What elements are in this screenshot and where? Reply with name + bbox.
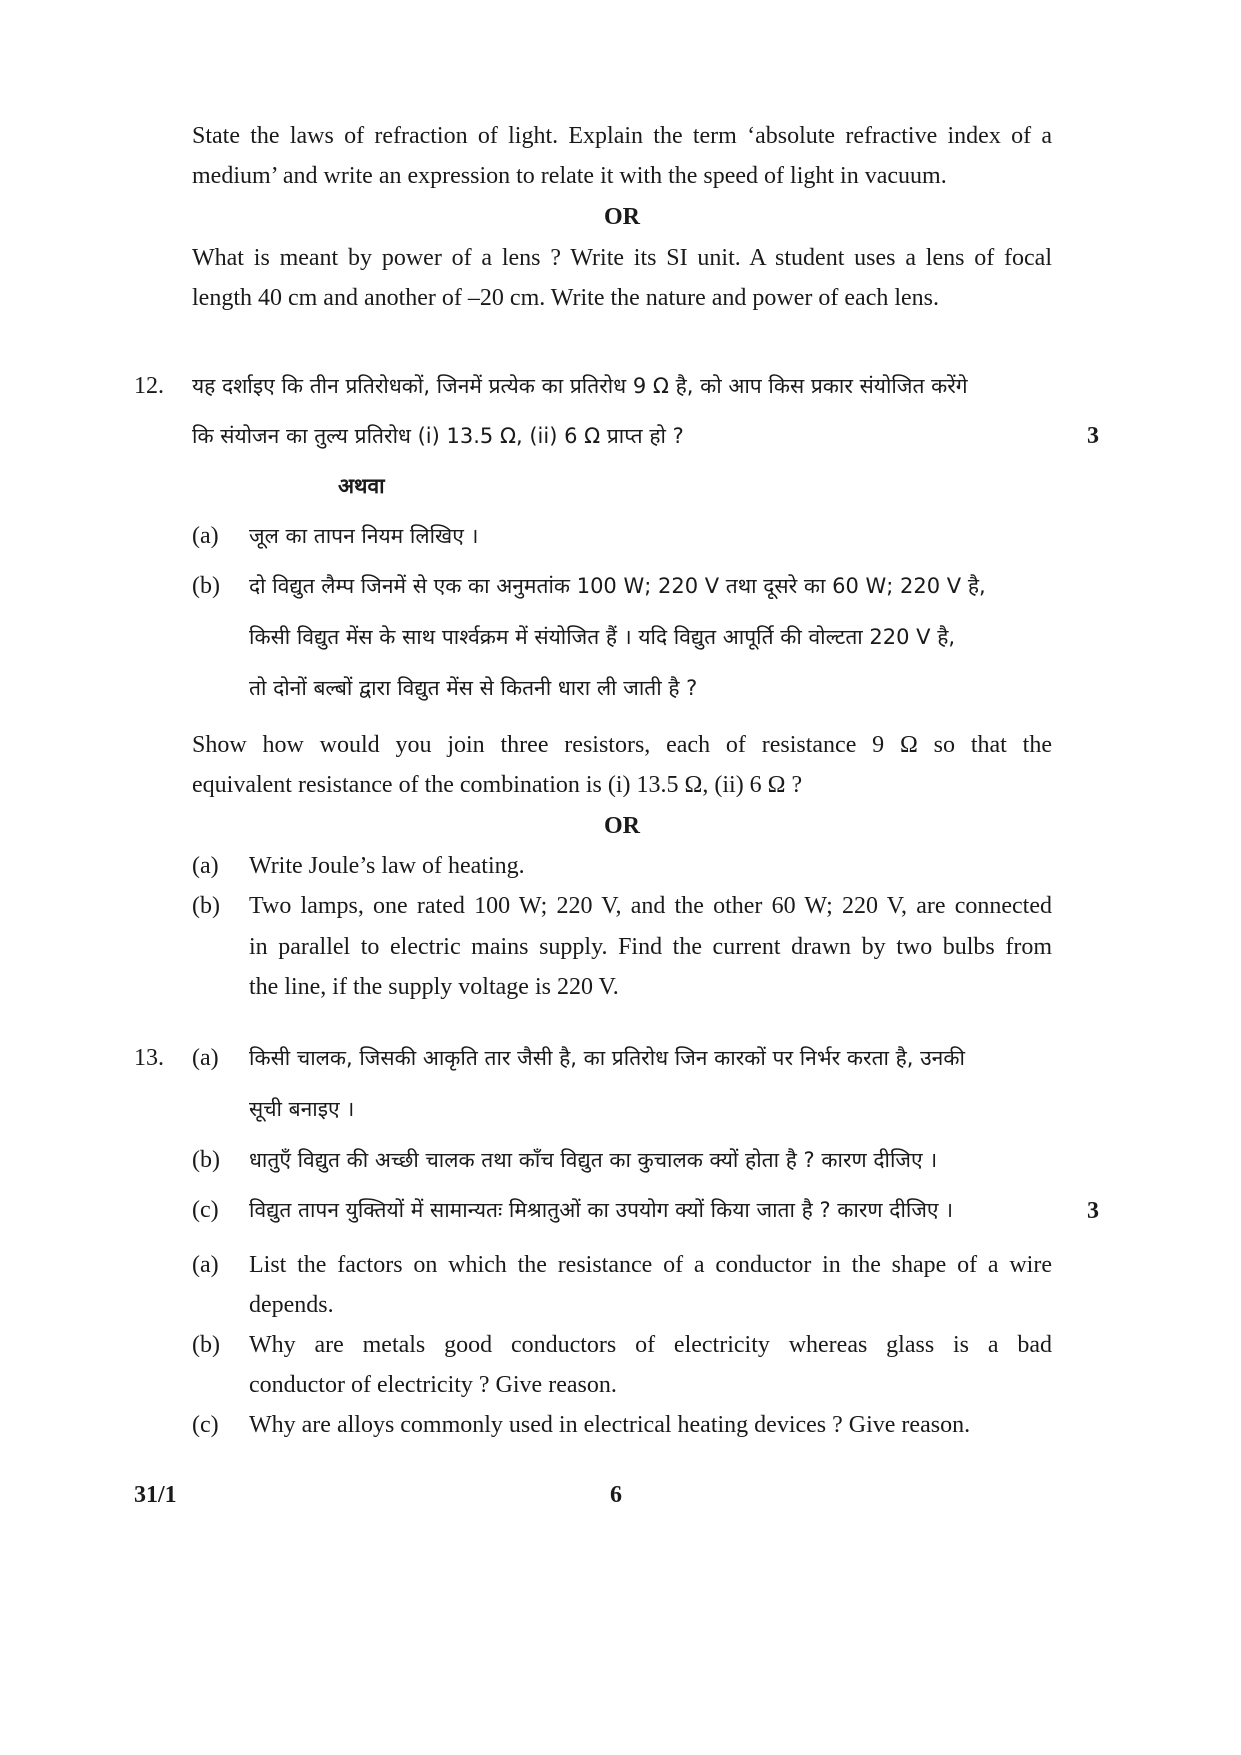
q12-en-main-line1: Show how would you join three resistors, each of resistance 9 Ω so that the (192, 732, 1052, 758)
q11-en-refraction-line2: medium’ and write an expression to relate it with the speed of light in vacuum. (192, 163, 947, 189)
q13-en-c-text: Why are alloys commonly used in electrical heating devices ? Give reason. (249, 1412, 971, 1438)
q11-en-lens-line1: What is meant by power of a lens ? Write its SI unit. A student uses a lens of focal (192, 245, 1052, 271)
q13-hi-a-label: (a) (192, 1045, 219, 1071)
q13-hi-b-label: (b) (192, 1147, 220, 1173)
q12-hi-a-text: जूल का तापन नियम लिखिए । (249, 524, 479, 548)
q12-marks: 3 (1087, 423, 1099, 449)
q12-en-b-line1: Two lamps, one rated 100 W; 220 V, and the other 60 W; 220 V, are connected (249, 893, 1052, 919)
q13-hi-c-text: विद्युत तापन युक्तियों में सामान्यतः मिश्रातुओं का उपयोग क्यों किया जाता है ? कारण दीजिए । (249, 1198, 954, 1222)
q12-hi-a-label: (a) (192, 523, 219, 549)
q13-en-a-line1: List the factors on which the resistance of a conductor in the shape of a wire (249, 1252, 1052, 1278)
q11-en-refraction-line1: State the laws of refraction of light. Explain the term ‘absolute refractive index of a (192, 123, 1052, 149)
q13-en-b-label: (b) (192, 1332, 220, 1358)
q13-hi-b-text: धातुएँ विद्युत की अच्छी चालक तथा काँच विद्युत का कुचालक क्यों होता है ? कारण दीजिए । (249, 1148, 938, 1172)
q13-en-b-line2: conductor of electricity ? Give reason. (249, 1372, 617, 1398)
q12-en-a-label: (a) (192, 853, 219, 879)
q12-en-a-text: Write Joule’s law of heating. (249, 853, 525, 879)
q13-en-c-label: (c) (192, 1412, 219, 1438)
q12-en-main-line2: equivalent resistance of the combination is (i) 13.5 Ω, (ii) 6 Ω ? (192, 772, 803, 798)
q11-or-label: OR (604, 204, 640, 230)
q12-hi-main-line2: कि संयोजन का तुल्य प्रतिरोध (i) 13.5 Ω, (ii) 6 Ω प्राप्त हो ? (192, 424, 684, 448)
q13-marks: 3 (1087, 1198, 1099, 1224)
q12-athva-label: अथवा (338, 474, 385, 498)
q13-en-a-label: (a) (192, 1252, 219, 1278)
q12-en-b-line3: the line, if the supply voltage is 220 V. (249, 974, 619, 1000)
q12-hi-b-line2: किसी विद्युत मेंस के साथ पार्श्वक्रम में संयोजित हैं । यदि विद्युत आपूर्ति की वोल्टता 220 V है, (249, 625, 956, 649)
q12-hi-b-label: (b) (192, 573, 220, 599)
footer-paper-code: 31/1 (134, 1482, 177, 1508)
q13-hi-a-line2: सूची बनाइए । (249, 1097, 355, 1121)
q12-en-b-label: (b) (192, 893, 220, 919)
q12-hi-b-line1: दो विद्युत लैम्प जिनमें से एक का अनुमतांक 100 W; 220 V तथा दूसरे का 60 W; 220 V है, (249, 574, 986, 598)
q11-en-lens-line2: length 40 cm and another of –20 cm. Write the nature and power of each lens. (192, 285, 939, 311)
q13-number: 13. (134, 1045, 164, 1071)
q12-hi-main-line1: यह दर्शाइए कि तीन प्रतिरोधकों, जिनमें प्रत्येक का प्रतिरोध 9 Ω है, को आप किस प्रकार संयोजित करेंगे (192, 374, 968, 398)
q12-number: 12. (134, 373, 164, 399)
q12-en-b-line2: in parallel to electric mains supply. Find the current drawn by two bulbs from (249, 934, 1052, 960)
q12-hi-b-line3: तो दोनों बल्बों द्वारा विद्युत मेंस से कितनी धारा ली जाती है ? (249, 676, 698, 700)
q13-en-a-line2: depends. (249, 1292, 334, 1318)
q13-en-b-line1: Why are metals good conductors of electricity whereas glass is a bad (249, 1332, 1052, 1358)
q13-hi-a-line1: किसी चालक, जिसकी आकृति तार जैसी है, का प्रतिरोध जिन कारकों पर निर्भर करता है, उनकी (249, 1046, 965, 1070)
q13-hi-c-label: (c) (192, 1197, 219, 1223)
q12-or-label: OR (604, 813, 640, 839)
footer-page-number: 6 (610, 1482, 622, 1508)
